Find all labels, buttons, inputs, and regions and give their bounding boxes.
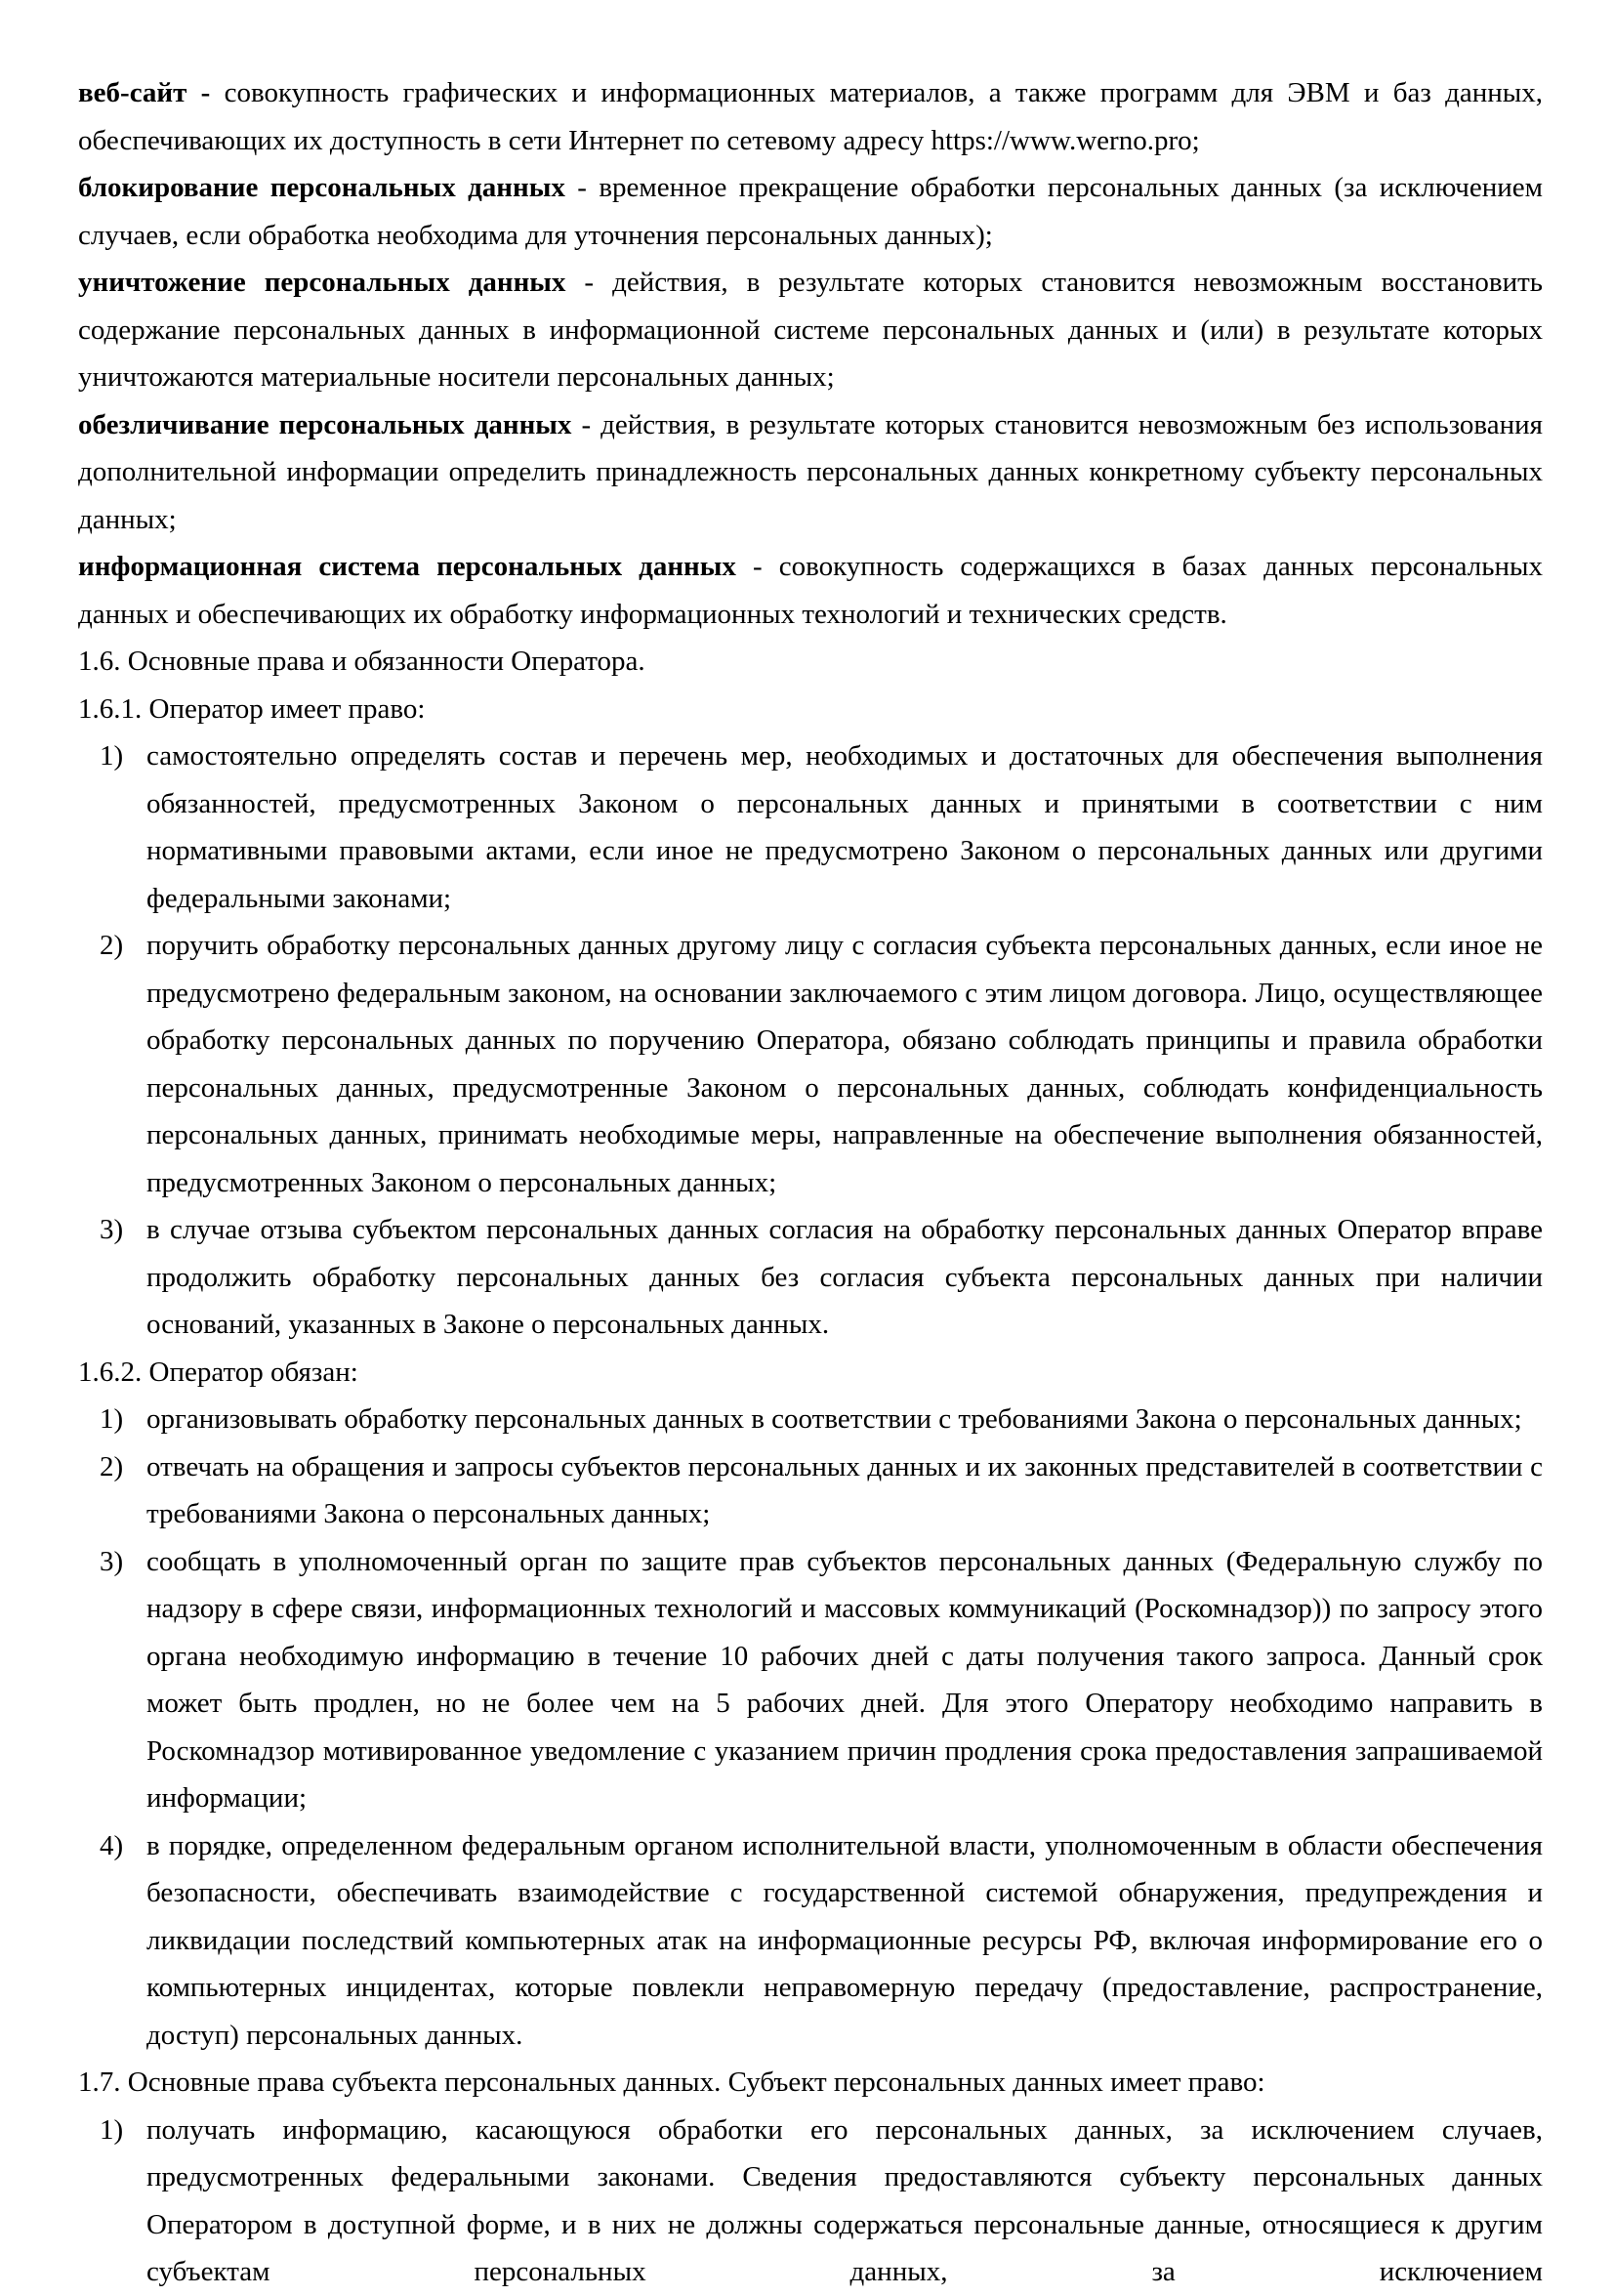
definition-info-system: [78, 543, 1543, 638]
definition-text: совокупность графических и информационных материалов, а также программ для ЭВМ и баз данных, обеспечивающих их доступность в сети Интернет по сетевому адресу https://www.werno.pro;: [78, 77, 1544, 156]
term: веб-сайт -: [78, 77, 211, 108]
definition-destruction: [78, 259, 1543, 401]
list-item: [78, 1206, 1543, 1349]
list-item: [78, 732, 1543, 922]
list-text: отвечать на обращения и запросы субъектов персональных данных и их законных представителей в соответствии с требованиями Закона о персональных данных;: [146, 1450, 1543, 1529]
list-item: [78, 1822, 1543, 2060]
section-heading-1-7: 1.7. Основные права субъекта персональных данных. Субъект персональных данных имеет право:: [78, 2066, 1265, 2098]
list-number: 1): [100, 1403, 124, 1435]
definition-website: [78, 69, 1543, 164]
section-heading-1-6-2: 1.6.2. Оператор обязан:: [78, 1356, 358, 1388]
list-number: 4): [100, 1829, 124, 1861]
definition-blocking: [78, 164, 1543, 259]
list-text: самостоятельно определять состав и перечень мер, необходимых и достаточных для обеспечения выполнения обязанностей, предусмотренных Законом о персональных данных и принятыми в соответствии с ним нормативными правовыми актами, если иное не предусмотрено Законом о персональных данных или другими федеральными законами;: [146, 740, 1543, 914]
list-text: поручить обработку персональных данных другому лицу с согласия субъекта персональных данных, если иное не предусмотрено федеральным законом, на основании заключаемого с этим лицом договора. Лицо, осуществляющее обработку персональных данных по поручению Оператора, обязано соблюдать принципы и правила обработки персональных данных, предусмотренные Законом о персональных данных, соблюдать конфиденциальность персональных данных, принимать необходимые меры, направленные на обеспечение выполнения обязанностей, предусмотренных Законом о персональных данных;: [146, 930, 1543, 1198]
definition-text: - действия, в результате которых становится невозможным без использования дополнительной информации определить принадлежность персональных данных конкретному субъекту персональных данных;: [78, 408, 1543, 535]
term: информационная система персональных данных: [78, 551, 736, 582]
list-number: 1): [100, 2113, 124, 2146]
list-text: получать информацию, касающуюся обработки его персональных данных, за исключением случаев, предусмотренных федеральными законами. Сведения предоставляются субъекту персональных данных Оператором в доступной форме, и в них не должны содержаться персональные данные, относящиеся к другим субъектам персональных данных, за исключением: [146, 2113, 1543, 2287]
list-number: 2): [100, 1450, 124, 1482]
list-item: [78, 1538, 1543, 1822]
definition-text: - совокупность содержащихся в базах данных персональных данных и обеспечивающих их обработку информационных технологий и технических средств.: [78, 551, 1544, 630]
list-number: 3): [100, 1214, 124, 1245]
term: уничтожение персональных данных: [78, 267, 566, 298]
document-page: [78, 69, 1543, 2296]
list-item: [78, 922, 1543, 1206]
list-item: [78, 2107, 1543, 2296]
definition-depersonalization: [78, 401, 1543, 544]
list-number: 1): [100, 740, 124, 772]
list-text: организовывать обработку персональных данных в соответствии с требованиями Закона о персональных данных;: [146, 1403, 1522, 1435]
list-item: [78, 1443, 1543, 1538]
section-heading-1-6: 1.6. Основные права и обязанности Оператора.: [78, 646, 645, 677]
list-text: в случае отзыва субъектом персональных данных согласия на обработку персональных данных Оператор вправе продолжить обработку персональных данных без согласия субъекта персональных данных при наличии оснований, указанных в Законе о персональных данных.: [146, 1214, 1543, 1340]
definition-text: - временное прекращение обработки персональных данных (за исключением случаев, если обработка необходима для уточнения персональных данных);: [78, 172, 1543, 251]
list-text: сообщать в уполномоченный орган по защите прав субъектов персональных данных (Федеральную службу по надзору в сфере связи, информационных технологий и массовых коммуникаций (Роскомнадзор)) по запросу этого органа необходимую информацию в течение 10 рабочих дней с даты получения такого запроса. Данный срок может быть продлен, но не более чем на 5 рабочих дней. Для этого Оператору необходимо направить в Роскомнадзор мотивированное уведомление с указанием причин продления срока предоставления запрашиваемой информации;: [146, 1545, 1543, 1814]
list-item: [78, 1396, 1543, 1443]
list-number: 2): [100, 930, 124, 961]
definition-text: - действия, в результате которых становится невозможным восстановить содержание персональных данных в информационной системе персональных данных и (или) в результате которых уничтожаются материальные носители персональных данных;: [78, 267, 1543, 393]
term: блокирование персональных данных: [78, 172, 565, 203]
term: обезличивание персональных данных: [78, 408, 572, 440]
list-text: в порядке, определенном федеральным органом исполнительной власти, уполномоченным в области обеспечения безопасности, обеспечивать взаимодействие с государственной системой обнаружения, предупреждения и ликвидации последствий компьютерных атак на информационные ресурсы РФ, включая информирование его о компьютерных инцидентах, которые повлекли неправомерную передачу (предоставление, распространение, доступ) персональных данных.: [146, 1829, 1543, 2051]
section-heading-1-6-1: 1.6.1. Оператор имеет право:: [78, 692, 426, 725]
list-number: 3): [100, 1545, 124, 1577]
